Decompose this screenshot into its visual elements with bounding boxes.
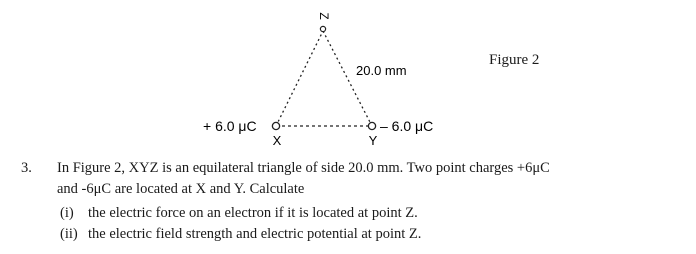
side-zy	[323, 31, 372, 126]
vertex-y-label: Y	[368, 133, 378, 148]
vertex-z-label: Z	[316, 12, 331, 20]
figure-caption: Figure 2	[489, 52, 540, 68]
vertex-y-marker	[368, 122, 375, 129]
part-numeral: (ii)	[60, 226, 78, 242]
part-numeral: (i)	[60, 205, 74, 221]
charge-y-label: – 6.0 μC	[380, 118, 434, 134]
side-length-label: 20.0 mm	[356, 63, 407, 78]
part-text: the electric field strength and electric potential at point Z.	[88, 226, 422, 242]
vertex-z-marker	[320, 26, 325, 31]
charge-x-label: + 6.0 μC	[203, 118, 257, 134]
question-part-ii	[60, 224, 421, 244]
question-line-1: In Figure 2, XYZ is an equilateral triangle of side 20.0 mm. Two point charges +6μC	[57, 160, 550, 176]
part-text: the electric force on an electron if it is located at point Z.	[88, 205, 418, 221]
vertex-x-label: X	[272, 133, 282, 148]
vertex-x-marker	[272, 122, 279, 129]
question-number: 3.	[21, 160, 32, 176]
question-line-2: and -6μC are located at X and Y. Calculate	[57, 181, 305, 197]
question-part-i	[60, 203, 418, 223]
side-xz	[276, 31, 323, 126]
